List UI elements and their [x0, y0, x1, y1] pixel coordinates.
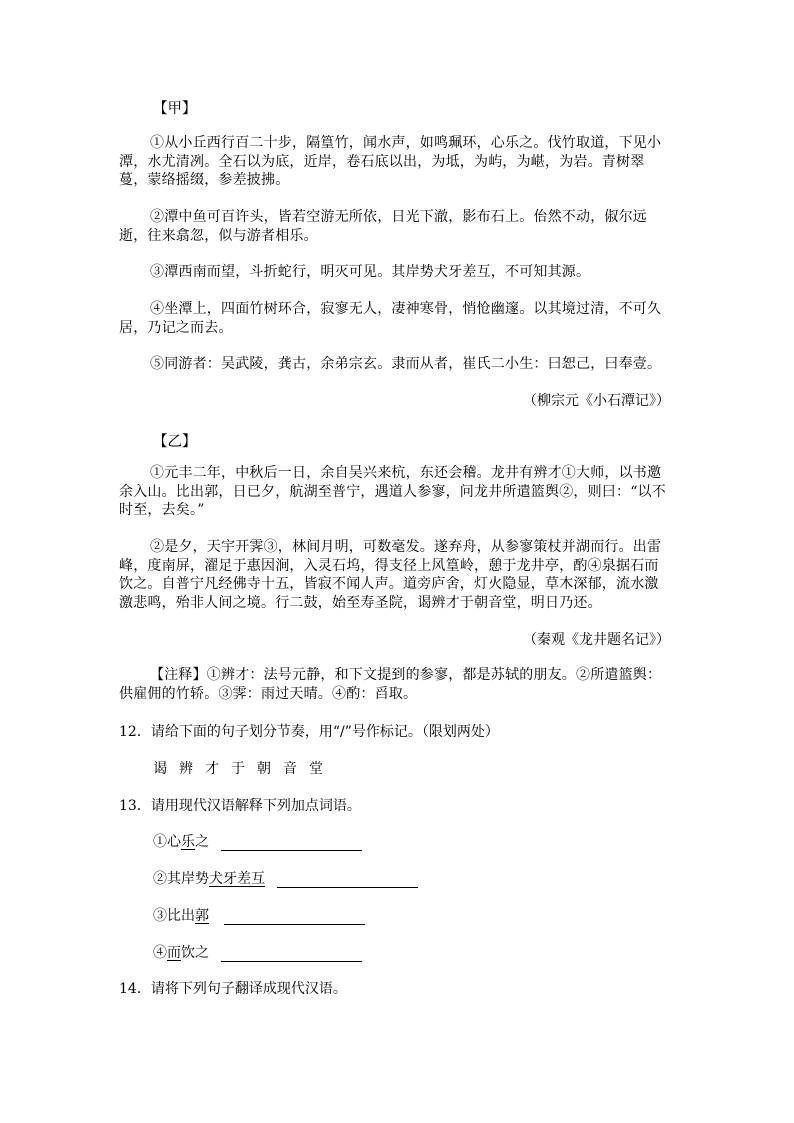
- item-4-prefix: ④: [153, 945, 167, 961]
- item-1-suffix: 之: [195, 834, 209, 850]
- item-3-answer-blank[interactable]: [224, 910, 365, 925]
- passage-a-paragraph-5: ⑤同游者：吴武陵，龚古，余弟宗玄。隶而从者，崔氏二小生：曰恕己，曰奉壹。: [150, 356, 662, 372]
- question-12-prompt: 12．请给下面的句子划分节奏，用“/”号作标记。（限划两处）: [119, 724, 499, 740]
- item-3-prefix: ③比出: [153, 908, 195, 924]
- passage-a-paragraph-2: ②潭中鱼可百许头，皆若空游无所依，日光下澈，影布石上。佁然不动，俶尔远逝，往来翕忽，似与游者相乐。: [119, 209, 647, 244]
- item-4-answer-blank[interactable]: [221, 947, 362, 962]
- question-13-item-1: [153, 831, 362, 851]
- passage-b-header: 【乙】: [153, 434, 197, 450]
- item-1-prefix: ①心: [153, 834, 181, 850]
- item-2-dotted-word: 犬牙差互: [209, 871, 265, 887]
- question-13-prompt: 13．请用现代汉语解释下列加点词语。: [119, 798, 361, 814]
- passage-b-source: （秦观《龙井题名记》）: [523, 632, 670, 648]
- item-3-dotted-word: 郭: [195, 908, 209, 924]
- item-4-suffix: 饮之: [181, 945, 209, 961]
- question-14-prompt: 14．请将下列句子翻译成现代汉语。: [119, 981, 347, 997]
- item-2-prefix: ②其岸势: [153, 871, 209, 887]
- question-12-sentence: 谒辨才于朝音堂: [153, 761, 335, 777]
- question-13-item-3: [153, 905, 365, 925]
- passage-b-paragraph-2: ②是夕，天宇开霁③，林间月明，可数毫发。遂弃舟，从参寥策杖并湖而行。出雷峰，度南屏，濯足于惠因涧，入灵石坞，得支径上风篁岭，憩于龙井亭，酌④泉据石而饮之。自普宁凡经佛寺十五，皆寂不闻人声。道旁庐舍，灯火隐显，草木深郁，流水激激悲鸣，殆非人间之境。行二鼓，始至寿圣院，谒辨才于朝音堂，明日乃还。: [119, 539, 662, 611]
- annotation-notes: 【注释】①辨才：法号元静，和下文提到的参寥，都是苏轼的朋友。②所遣篮舆：供雇佣的竹轿。③霁：雨过天晴。④酌：舀取。: [119, 667, 662, 702]
- passage-a-paragraph-3: ③潭西南而望，斗折蛇行，明灭可见。其岸势犬牙差互，不可知其源。: [150, 264, 591, 280]
- item-2-answer-blank[interactable]: [277, 873, 418, 888]
- passage-a-paragraph-4: ④坐潭上，四面竹树环合，寂寥无人，凄神寒骨，悄怆幽邃。以其境过清，不可久居，乃记之而去。: [119, 301, 662, 336]
- item-4-dotted-word: 而: [167, 945, 181, 961]
- item-1-answer-blank[interactable]: [221, 836, 362, 851]
- passage-a-paragraph-1: ①从小丘西行百二十步，隔篁竹，闻水声，如鸣珮环，心乐之。伐竹取道，下见小潭，水尤清冽。全石以为底，近岸，卷石底以出，为坻，为屿，为嵁，为岩。青树翠蔓，蒙络摇缀，参差披拂。: [119, 135, 662, 188]
- question-13-item-2: [153, 868, 418, 888]
- item-1-dotted-word: 乐: [181, 834, 195, 850]
- passage-a-source: （柳宗元《小石潭记》）: [523, 393, 670, 409]
- passage-b-paragraph-1: ①元丰二年，中秋后一日，余自吴兴来杭，东还会稽。龙井有辨才①大师，以书邀余入山。比出郭，日已夕，航湖至普宁，遇道人参寥，问龙井所遣篮舆②，则曰：“以不时至，去矣。”: [119, 465, 666, 518]
- passage-a-header: 【甲】: [153, 101, 197, 117]
- question-13-item-4: [153, 942, 362, 962]
